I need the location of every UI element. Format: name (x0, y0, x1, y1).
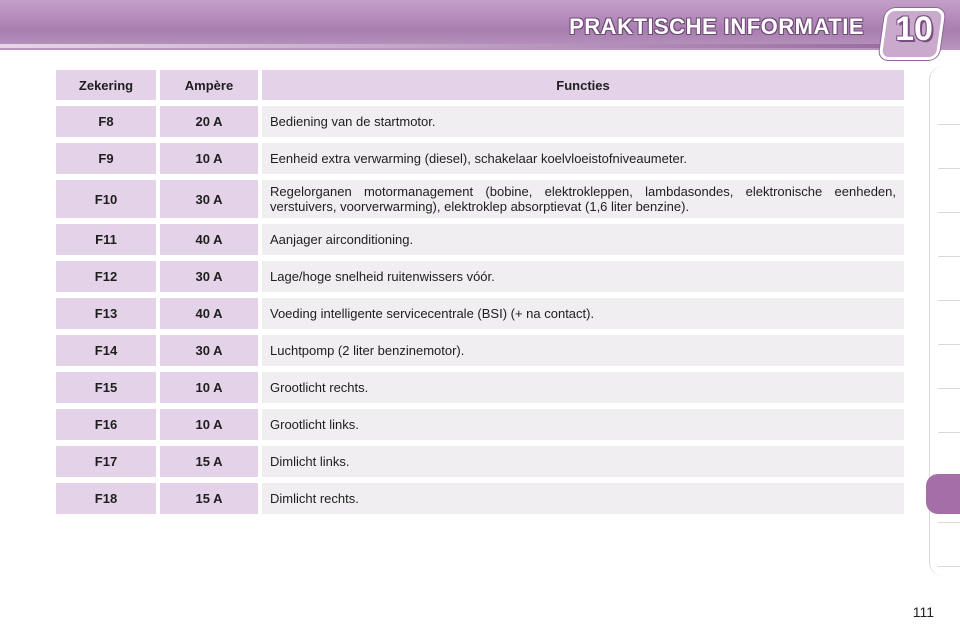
fuse-cell: F18 (56, 483, 156, 514)
tab-divider (938, 124, 960, 125)
table-row (56, 409, 904, 440)
fuse-cell: F13 (56, 298, 156, 329)
table-row (56, 180, 904, 218)
table-row (56, 335, 904, 366)
function-cell: Dimlicht rechts. (262, 483, 904, 514)
function-cell: Voeding intelligente servicecentrale (BSI) (+ na contact). (262, 298, 904, 329)
ampere-cell: 40 A (160, 298, 258, 329)
table-row (56, 446, 904, 477)
table-row (56, 143, 904, 174)
fuse-cell: F12 (56, 261, 156, 292)
fuse-cell: F8 (56, 106, 156, 137)
function-cell: Aanjager airconditioning. (262, 224, 904, 255)
header-band (0, 44, 880, 48)
ampere-cell: 10 A (160, 372, 258, 403)
header-fuse: Zekering (56, 70, 156, 100)
function-cell: Grootlicht links. (262, 409, 904, 440)
chapter-tab-active[interactable] (926, 474, 960, 514)
chapter-title: PRAKTISCHE INFORMATIE (569, 14, 864, 39)
function-cell: Grootlicht rechts. (262, 372, 904, 403)
tab-divider (938, 566, 960, 567)
chapter-number: 10 (895, 10, 933, 48)
fuse-cell: F14 (56, 335, 156, 366)
fuse-cell: F9 (56, 143, 156, 174)
fuse-cell: F16 (56, 409, 156, 440)
function-cell: Bediening van de startmotor. (262, 106, 904, 137)
fuse-table (56, 64, 904, 520)
ampere-cell: 15 A (160, 446, 258, 477)
function-cell: Eenheid extra verwarming (diesel), schakelaar koelvloeistofniveaumeter. (262, 143, 904, 174)
tab-divider (938, 256, 960, 257)
ampere-cell: 30 A (160, 335, 258, 366)
fuse-cell: F10 (56, 180, 156, 218)
fuse-cell: F15 (56, 372, 156, 403)
table-row (56, 261, 904, 292)
table-row (56, 483, 904, 514)
table-row (56, 106, 904, 137)
table-row (56, 372, 904, 403)
ampere-cell: 10 A (160, 143, 258, 174)
ampere-cell: 30 A (160, 180, 258, 218)
ampere-cell: 15 A (160, 483, 258, 514)
tab-divider (938, 168, 960, 169)
ampere-cell: 30 A (160, 261, 258, 292)
tab-divider (938, 522, 960, 523)
function-cell: Regelorganen motormanagement (bobine, elektrokleppen, lambdasondes, elektronische eenheden, verstuivers, voorverwarming), elektroklep absorptievat (1,6 liter benzine). (262, 180, 904, 218)
fuse-cell: F17 (56, 446, 156, 477)
tab-divider (938, 300, 960, 301)
function-cell: Luchtpomp (2 liter benzinemotor). (262, 335, 904, 366)
tab-divider (938, 344, 960, 345)
table-header-row (56, 70, 904, 100)
fuse-cell: F11 (56, 224, 156, 255)
ampere-cell: 10 A (160, 409, 258, 440)
page-number: 111 (912, 604, 934, 620)
tab-divider (938, 432, 960, 433)
header-ampere: Ampère (160, 70, 258, 100)
tab-divider (938, 212, 960, 213)
ampere-cell: 40 A (160, 224, 258, 255)
function-cell: Dimlicht links. (262, 446, 904, 477)
tab-divider (938, 388, 960, 389)
function-cell: Lage/hoge snelheid ruitenwissers vóór. (262, 261, 904, 292)
table-row (56, 298, 904, 329)
ampere-cell: 20 A (160, 106, 258, 137)
header-functions: Functies (262, 70, 904, 100)
table-row (56, 224, 904, 255)
